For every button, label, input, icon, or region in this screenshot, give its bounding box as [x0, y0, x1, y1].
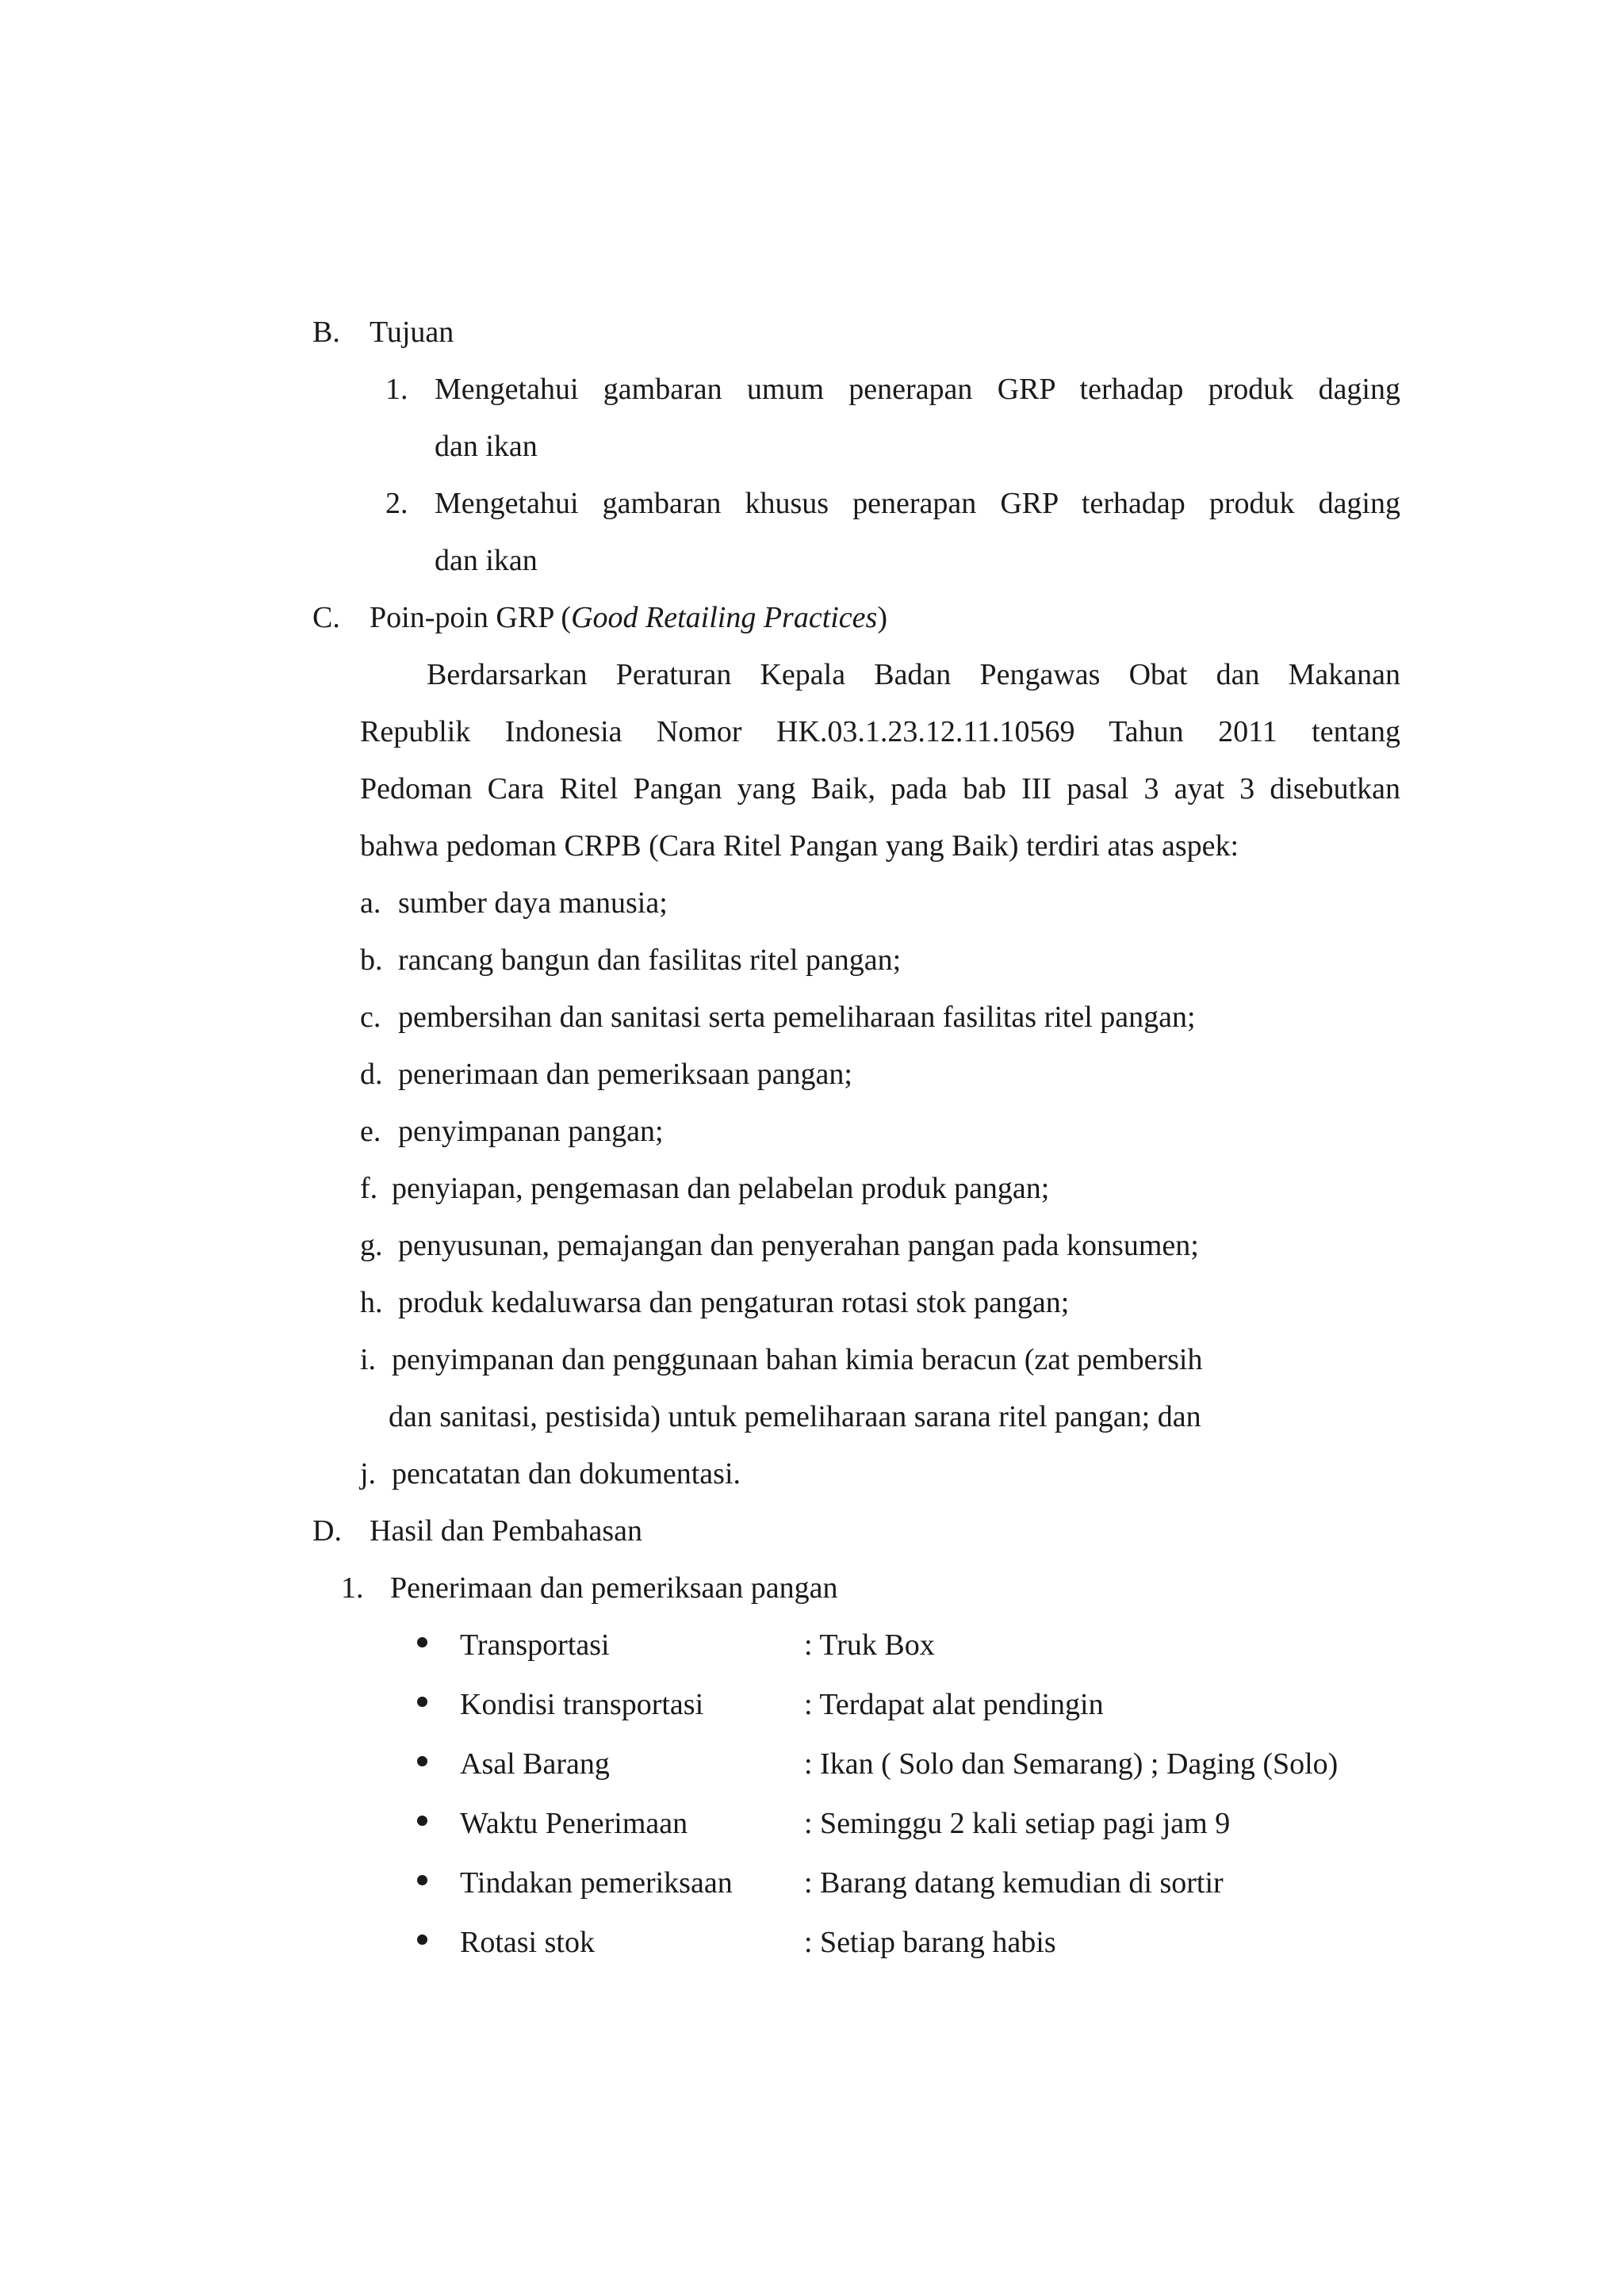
detail-value: : Setiap barang habis	[804, 1926, 1056, 1959]
bullet-icon	[417, 1697, 427, 1707]
detail-value: : Ikan ( Solo dan Semarang) ; Daging (Solo)	[804, 1747, 1339, 1781]
aspect-text: penyiapan, pengemasan dan pelabelan produk pangan;	[392, 1172, 1050, 1205]
detail-value: : Seminggu 2 kali setiap pagi jam 9	[804, 1807, 1231, 1840]
detail-label: Kondisi transportasi	[460, 1688, 704, 1721]
bullet-icon	[417, 1637, 427, 1647]
aspect-text: sumber daya manusia;	[398, 886, 668, 920]
bullet-icon	[417, 1756, 427, 1766]
aspect-letter: j.	[360, 1457, 377, 1490]
objective-1-line2: dan ikan	[435, 430, 538, 463]
aspect-letter: d.	[360, 1058, 383, 1091]
section-c-title-suffix: )	[877, 601, 887, 634]
objective-1-number: 1.	[385, 373, 408, 406]
detail-label: Tindakan pemeriksaan	[460, 1866, 733, 1900]
aspect-letter: i.	[360, 1343, 377, 1376]
objective-1-line1: Mengetahui gambaran umum penerapan GRP terhadap produk daging	[435, 373, 1400, 406]
detail-label: Asal Barang	[460, 1747, 610, 1781]
paragraph-line-4: bahwa pedoman CRPB (Cara Ritel Pangan yang Baik) terdiri atas aspek:	[360, 829, 1239, 863]
section-c-letter: C.	[312, 601, 340, 634]
aspect-letter: g.	[360, 1229, 383, 1262]
detail-value: : Truk Box	[804, 1628, 935, 1662]
aspect-letter: c.	[360, 1001, 381, 1034]
section-b-title: Tujuan	[370, 316, 454, 349]
paragraph-line-3: Pedoman Cara Ritel Pangan yang Baik, pada bab III pasal 3 ayat 3 disebutkan	[360, 772, 1400, 806]
bullet-icon	[417, 1875, 427, 1885]
bullet-icon	[417, 1934, 427, 1945]
subsection-number: 1.	[341, 1571, 364, 1605]
bullet-icon	[417, 1816, 427, 1826]
aspect-text: penyimpanan dan penggunaan bahan kimia beracun (zat pembersih	[392, 1343, 1203, 1376]
objective-2-line2: dan ikan	[435, 544, 538, 577]
aspect-text: penyimpanan pangan;	[398, 1115, 664, 1148]
objective-2-line1: Mengetahui gambaran khusus penerapan GRP terhadap produk daging	[435, 487, 1400, 520]
detail-value: : Barang datang kemudian di sortir	[804, 1866, 1224, 1900]
paragraph-line-1: Berdarsarkan Peraturan Kepala Badan Pengawas Obat dan Makanan	[427, 658, 1400, 691]
section-c-title-prefix: Poin-poin GRP (	[370, 601, 572, 634]
aspect-text: produk kedaluwarsa dan pengaturan rotasi stok pangan;	[398, 1286, 1070, 1319]
detail-label: Rotasi stok	[460, 1926, 595, 1959]
section-c-title	[370, 603, 887, 633]
paragraph-line-2: Republik Indonesia Nomor HK.03.1.23.12.11.10569 Tahun 2011 tentang	[360, 715, 1400, 748]
detail-label: Transportasi	[460, 1628, 610, 1662]
aspect-letter: a.	[360, 886, 381, 920]
aspect-text: pembersihan dan sanitasi serta pemeliharaan fasilitas ritel pangan;	[398, 1001, 1196, 1034]
aspect-text: rancang bangun dan fasilitas ritel pangan;	[398, 943, 902, 977]
objective-2-number: 2.	[385, 487, 408, 520]
aspect-letter: f.	[360, 1172, 378, 1205]
section-d-letter: D.	[312, 1514, 342, 1548]
aspect-letter: b.	[360, 943, 383, 977]
section-d-title: Hasil dan Pembahasan	[370, 1514, 643, 1548]
subsection-title: Penerimaan dan pemeriksaan pangan	[390, 1571, 838, 1605]
aspect-letter: e.	[360, 1115, 381, 1148]
aspect-letter: h.	[360, 1286, 383, 1319]
section-b-letter: B.	[312, 316, 340, 349]
detail-label: Waktu Penerimaan	[460, 1807, 688, 1840]
aspect-text: pencatatan dan dokumentasi.	[392, 1457, 741, 1490]
aspect-text: penyusunan, pemajangan dan penyerahan pangan pada konsumen;	[398, 1229, 1199, 1262]
section-c-title-italic: Good Retailing Practices	[571, 601, 878, 634]
aspect-text-continuation: dan sanitasi, pestisida) untuk pemeliharaan sarana ritel pangan; dan	[389, 1400, 1201, 1433]
aspect-text: penerimaan dan pemeriksaan pangan;	[398, 1058, 852, 1091]
detail-value: : Terdapat alat pendingin	[804, 1688, 1104, 1721]
